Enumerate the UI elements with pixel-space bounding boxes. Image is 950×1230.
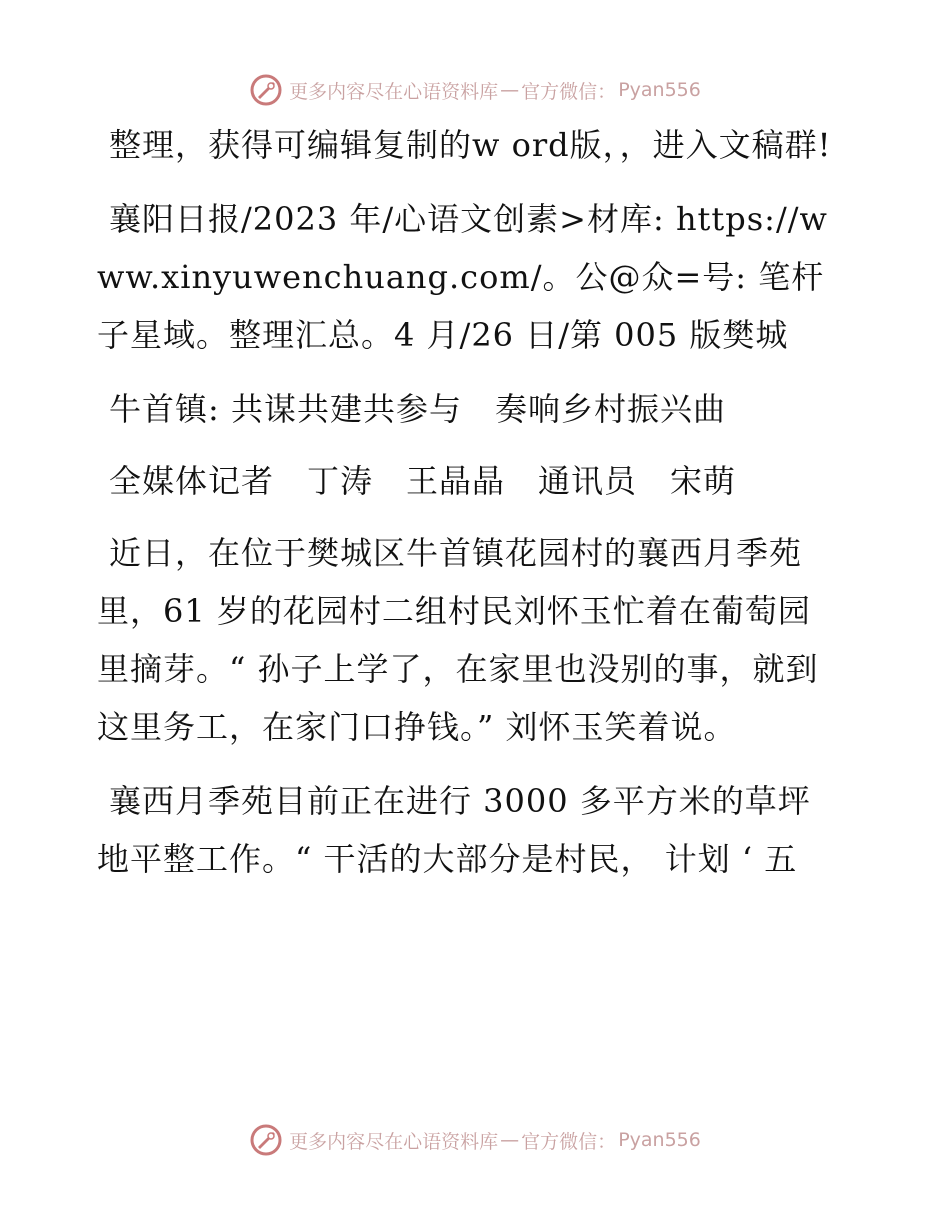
article-headline: 牛首镇: 共谋共建共参与 奏响乡村振兴曲 <box>109 390 726 428</box>
paragraph-body-2: 襄西月季苑目前正在进行 3000 多平方米的草坪地平整工作。“ 干活的大部分是村民， 计划 ‘ 五 <box>97 782 811 878</box>
watermark-separator: — <box>500 79 520 101</box>
brand-logo-icon <box>249 73 283 107</box>
article-body <box>97 116 832 904</box>
paragraph-body-1: 近日，在位于樊城区牛首镇花园村的襄西月季苑里，61 岁的花园村二组村民刘怀玉忙着在葡萄园里摘芽。“ 孙子上学了，在家里也没别的事，就到这里务工，在家门口挣钱。” 刘怀玉笑着说。 <box>97 534 819 746</box>
watermark-text: 更多内容尽在心语资料库 <box>289 80 499 103</box>
watermark-separator: — <box>500 1129 520 1151</box>
watermark-official: 官方微信： <box>521 1130 617 1153</box>
watermark-handle: Pyan556 <box>618 1129 701 1151</box>
watermark-text: 更多内容尽在心语资料库 <box>289 1130 499 1153</box>
footer-watermark <box>0 1120 950 1160</box>
watermark-official: 官方微信： <box>521 80 617 103</box>
watermark-handle: Pyan556 <box>618 79 701 101</box>
brand-logo-icon <box>249 1123 283 1157</box>
paragraph-source: 襄阳日报/2023 年/心语文创素>材库: https://www.xinyuwenchuang.com/。公@众=号: 笔杆子星域。整理汇总。4 月/26 日/第 005 版樊城 <box>97 200 828 354</box>
article-byline: 全媒体记者 丁涛 王晶晶 通讯员 宋萌 <box>109 462 737 500</box>
header-watermark <box>0 70 950 110</box>
paragraph-intro: 整理，获得可编辑复制的w ord版，，进入文稿群! <box>109 126 832 164</box>
